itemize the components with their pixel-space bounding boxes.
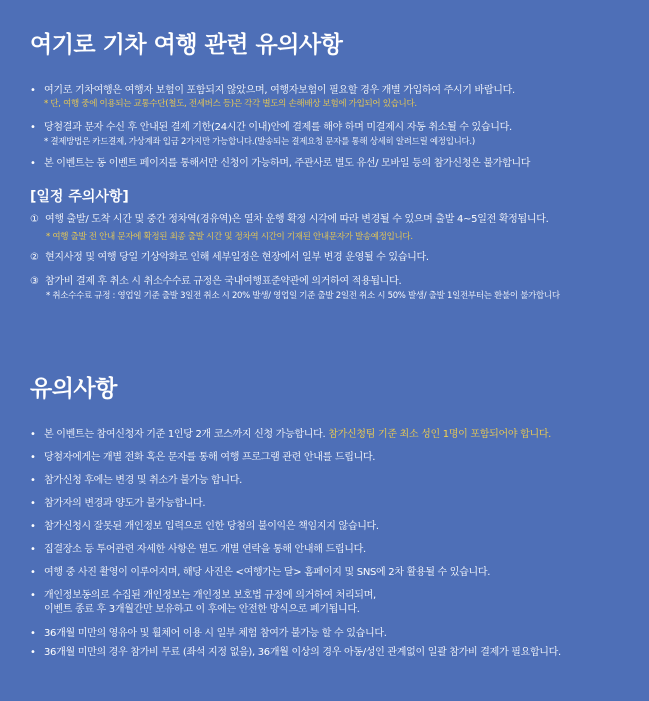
item-text: 현지사정 및 여행 당일 기상악화로 인해 세부일정은 현장에서 일부 변경 운영될 수 있습니다. — [45, 252, 429, 263]
schedule-item-2 — [30, 251, 429, 264]
section1-title: 여기로 기차 여행 관련 유의사항 — [30, 32, 343, 58]
section2-bullet-9 — [30, 627, 387, 640]
bullet-icon: • — [30, 521, 36, 532]
section1-note-2: * 결제방법은 카드결제, 가상계좌 입금 2가지만 가능합니다.(발송되는 결제요청 문자를 통해 상세히 알려드릴 예정입니다.) — [44, 137, 475, 147]
bullet-highlight: 참가신청팀 기준 최소 성인 1명이 포함되어야 합니다. — [328, 429, 552, 440]
bullet-icon: • — [30, 647, 36, 658]
section2-bullet-7 — [30, 566, 490, 579]
section2-title: 유의사항 — [30, 376, 117, 402]
section2-bullet-10 — [30, 646, 561, 659]
bullet-text: 여행 중 사진 촬영이 이루어지며, 해당 사진은 <여행가는 달> 홈페이지 및 SNS에 2차 활용될 수 있습니다. — [44, 567, 491, 578]
schedule-note-1: * 여행 출발 전 안내 문자에 확정된 최종 출발 시간 및 정차역 시간이 기재된 안내문자가 발송예정입니다. — [46, 232, 413, 242]
bullet-text: 참가신청 후에는 변경 및 취소가 불가능 합니다. — [44, 475, 242, 486]
bullet-text: 참가신청시 잘못된 개인정보 입력으로 인한 당첨의 불이익은 책임지지 않습니다. — [44, 521, 379, 532]
section1-bullet-2 — [30, 121, 512, 134]
section1-note-1: * 단, 여행 중에 이용되는 교통수단(철도, 전세버스 등)은 각각 별도의 손해배상 보험에 가입되어 있습니다. — [44, 99, 417, 109]
bullet-text: 당첨결과 문자 수신 후 안내된 결제 기한(24시간 이내)안에 결제를 해야 하며 미결제시 자동 취소될 수 있습니다. — [44, 122, 512, 133]
item-text: 여행 출발/ 도착 시간 및 중간 정차역(경유역)은 열차 운행 확정 시각에 따라 변경될 수 있으며 출발 4~5일전 확정됩니다. — [45, 214, 549, 225]
section2-bullet-1 — [30, 428, 551, 441]
section2-bullet-8 — [30, 589, 376, 602]
section2-bullet-6 — [30, 543, 366, 556]
bullet-icon: • — [30, 498, 36, 509]
bullet-text: 여기로 기차여행은 여행자 보험이 포함되지 않았으며, 여행자보험이 필요할 경우 개별 가입하여 주시기 바랍니다. — [44, 85, 515, 96]
bullet-text: 참가자의 변경과 양도가 불가능합니다. — [44, 498, 206, 509]
bullet-icon: • — [30, 85, 36, 96]
item-text: 참가비 결제 후 취소 시 취소수수료 규정은 국내여행표준약관에 의거하여 적용됩니다. — [45, 276, 402, 287]
bullet-text: 36개월 미만의 경우 참가비 무료 (좌석 지정 없음), 36개월 이상의 경우 아동/성인 관계없이 일괄 참가비 결제가 필요합니다. — [44, 647, 561, 658]
bullet-icon: • — [30, 452, 36, 463]
section2-bullet-5 — [30, 520, 379, 533]
item-number: ① — [30, 214, 39, 225]
bullet-icon: • — [30, 590, 36, 601]
bullet-text: 당첨자에게는 개별 전화 혹은 문자를 통해 여행 프로그램 관련 안내를 드립니다. — [44, 452, 376, 463]
section2-bullet-2 — [30, 451, 375, 464]
schedule-item-3 — [30, 275, 401, 288]
bullet-text: 36개월 미만의 영유아 및 휠체어 이용 시 일부 체험 참여가 불가능 할 수 있습니다. — [44, 628, 387, 639]
section2-bullet-3 — [30, 474, 242, 487]
bullet-icon: • — [30, 475, 36, 486]
item-number: ② — [30, 252, 39, 263]
bullet-icon: • — [30, 158, 36, 169]
bullet-icon: • — [30, 567, 36, 578]
bullet-icon: • — [30, 122, 36, 133]
section1-bullet-1 — [30, 84, 515, 97]
schedule-title: [일정 주의사항] — [30, 189, 129, 205]
bullet-text: 본 이벤트는 참여신청자 기준 1인당 2개 코스까지 신청 가능합니다. — [44, 429, 329, 440]
schedule-note-3: * 취소수수료 규정 : 영업일 기준 출발 3일전 취소 시 20% 발생/ 영업일 기준 출발 2일전 취소 시 50% 발생/ 출발 1일전부터는 환불이 불가합니다 — [46, 291, 560, 301]
bullet-text: 본 이벤트는 동 이벤트 페이지를 통해서만 신청이 가능하며, 주관사로 별도 유선/ 모바일 등의 참가신청은 불가합니다 — [44, 158, 531, 169]
item-number: ③ — [30, 276, 39, 287]
schedule-item-1 — [30, 213, 549, 226]
section2-bullet-8-line2: 이벤트 종료 후 3개월간만 보유하고 이 후에는 안전한 방식으로 폐기됩니다. — [44, 604, 360, 615]
bullet-text: 집결장소 등 투어관련 자세한 사항은 별도 개별 연락을 통해 안내해 드립니다. — [44, 544, 366, 555]
bullet-icon: • — [30, 628, 36, 639]
section2-bullet-4 — [30, 497, 205, 510]
bullet-text: 개인정보동의로 수집된 개인정보는 개인정보 보호법 규정에 의거하여 처리되며, — [44, 590, 376, 601]
bullet-icon: • — [30, 544, 36, 555]
bullet-icon: • — [30, 429, 36, 440]
section1-bullet-3 — [30, 157, 530, 170]
